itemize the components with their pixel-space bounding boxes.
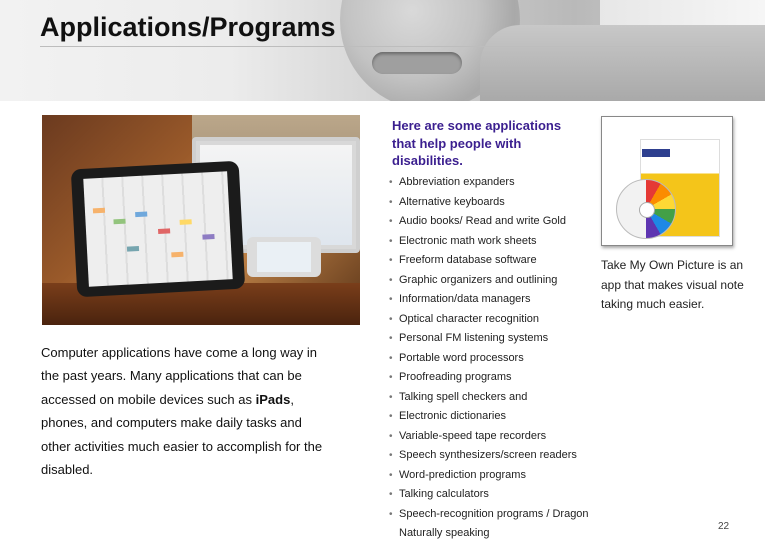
bullet-icon: • [389, 255, 393, 266]
bullet-icon: • [389, 411, 393, 422]
list-item [389, 232, 629, 252]
ipad-screen [83, 171, 232, 286]
list-item [389, 446, 629, 466]
page-title: Applications/Programs [40, 12, 336, 42]
bullet-icon: • [389, 274, 393, 286]
list-item [389, 212, 629, 232]
banner-band-graphic [480, 25, 765, 101]
list-item-label: Talking spell checkers and [399, 390, 528, 403]
ipad-image [71, 161, 245, 298]
bullet-icon: • [389, 313, 393, 325]
bullet-icon: • [389, 333, 393, 344]
bullet-icon: • [389, 196, 393, 208]
list-item [389, 427, 629, 447]
bullet-icon: • [389, 391, 393, 403]
list-item [389, 466, 629, 486]
list-item-label: Portable word processors [399, 351, 524, 364]
header-banner [0, 0, 765, 101]
title-rule [40, 46, 730, 47]
bullet-icon: • [389, 235, 393, 247]
product-image [601, 116, 733, 246]
page-number: 22 [718, 521, 730, 532]
list-item [389, 310, 629, 330]
list-item [389, 193, 629, 213]
cd-disc [616, 179, 676, 239]
list-item-label: Personal FM listening systems [399, 332, 549, 344]
bullet-icon: • [389, 469, 393, 481]
list-item [389, 271, 629, 291]
list-item-label: Information/data managers [399, 293, 531, 305]
list-item-label: Optical character recognition [399, 312, 540, 325]
devices-photo [42, 115, 360, 325]
bullet-icon: • [389, 372, 393, 383]
intro-paragraph [41, 341, 331, 481]
list-item [389, 349, 629, 369]
list-item [389, 173, 629, 193]
list-item-label: Audio books/ Read and write Gold [399, 215, 566, 227]
intro-text-part1: Computer applications have come a long way in the past years. Many applications that can be accessed on mobile devices such as [41, 345, 318, 407]
list-item-label: Speech synthesizers/screen readers [399, 449, 577, 461]
bullet-icon: • [389, 352, 393, 364]
apps-list [389, 173, 629, 544]
list-item-label: Proofreading programs [399, 371, 512, 383]
cd-hole [639, 202, 655, 218]
intro-text-part2: , phones, and computers make daily tasks and other activities much easier to accomplish for the disabled. [41, 391, 323, 478]
phone-screen [257, 242, 311, 272]
product-caption: Take My Own Picture is an app that makes visual note taking much easier. [601, 258, 744, 311]
phone-image [247, 237, 321, 277]
list-item-label: Abbreviation expanders [399, 176, 515, 188]
list-item [389, 485, 629, 505]
list-item [389, 407, 629, 427]
list-item-label: Electronic dictionaries [399, 410, 506, 422]
list-item [389, 368, 629, 388]
bullet-icon: • [389, 216, 393, 227]
list-item [389, 505, 629, 544]
bullet-icon: • [389, 430, 393, 442]
apps-heading: Here are some applications that help people with disabilities. [392, 118, 562, 168]
box-logo [642, 149, 670, 157]
list-item [389, 290, 629, 310]
list-item [389, 388, 629, 408]
list-item-label: Alternative keyboards [399, 195, 505, 208]
list-item-label: Word-prediction programs [399, 468, 526, 481]
list-item-label: Variable-speed tape recorders [399, 429, 547, 442]
banner-slot-graphic [372, 52, 462, 74]
list-item [389, 251, 629, 271]
bullet-icon: • [389, 508, 393, 520]
list-item-label: Speech-recognition programs / Dragon Naturally speaking [399, 507, 589, 539]
bullet-icon: • [389, 294, 393, 305]
list-item-label: Talking calculators [399, 488, 489, 500]
bullet-icon: • [389, 450, 393, 461]
list-item-label: Graphic organizers and outlining [399, 273, 558, 286]
bullet-icon: • [389, 177, 393, 188]
list-item-label: Freeform database software [399, 254, 537, 266]
list-item [389, 329, 629, 349]
bullet-icon: • [389, 489, 393, 500]
list-item-label: Electronic math work sheets [399, 234, 537, 247]
intro-text-bold: iPads [255, 391, 291, 407]
